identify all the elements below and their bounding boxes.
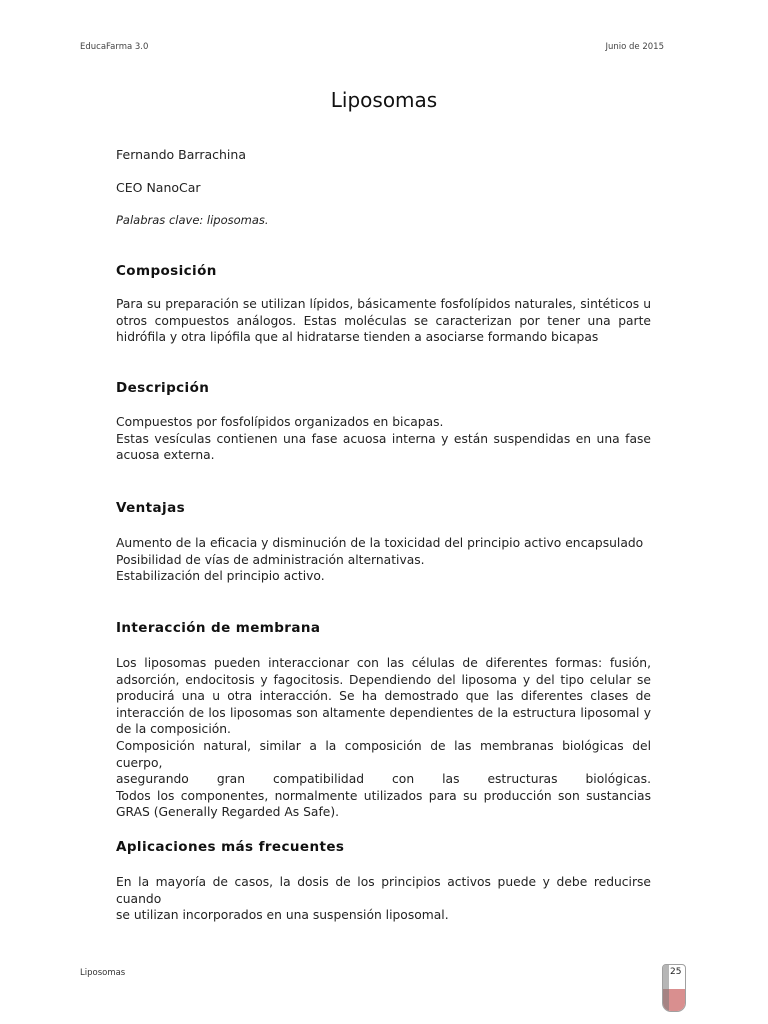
paragraph-line: Aumento de la eficacia y disminución de la toxicidad del principio activo encapsulado — [116, 536, 644, 550]
paragraph-line: En la mayoría de casos, la dosis de los principios activos puede y debe reducirse cuando — [116, 875, 651, 906]
header-date: Junio de 2015 — [605, 42, 664, 52]
paragraph-line: GRAS (Generally Regarded As Safe). — [116, 805, 340, 820]
section-heading-composicion: Composición — [116, 263, 217, 279]
author-role: CEO NanoCar — [116, 180, 201, 195]
footer-title: Liposomas — [80, 968, 126, 978]
paragraph-line: Composición natural, similar a la composición de las membranas biológicas del cuerpo, — [116, 738, 651, 770]
section-heading-ventajas: Ventajas — [116, 500, 186, 516]
section-body-interaccion — [116, 655, 651, 821]
section-heading-interaccion: Interacción de membrana — [116, 620, 321, 636]
page-number: 25 — [670, 967, 682, 977]
paragraph-line: producirá una u otra interacción. Se ha demostrado que las diferentes clases de — [116, 689, 651, 704]
page-title: Liposomas — [330, 88, 438, 112]
section-body-ventajas — [116, 535, 651, 585]
section-body-descripcion — [116, 414, 651, 464]
paragraph-line: Los liposomas pueden interaccionar con las células de diferentes formas: fusión, — [116, 656, 651, 670]
paragraph-line: Compuestos por fosfolípidos organizados en bicapas. — [116, 415, 444, 429]
paragraph-line: otros compuestos análogos. Estas moléculas se caracterizan por tener una parte — [116, 313, 651, 328]
section-body-composicion — [116, 296, 651, 346]
paragraph-line: asegurando gran compatibilidad con las estructuras biológicas. — [116, 772, 651, 787]
paragraph-line: hidrófila y otra lipófila que al hidratarse tienden a asociarse formando bicapas — [116, 330, 599, 345]
section-heading-aplicaciones: Aplicaciones más frecuentes — [116, 839, 345, 855]
paragraph-line: interacción de los liposomas son altamente dependientes de la estructura liposomal y — [116, 705, 651, 720]
paragraph-line: Estas vesículas contienen una fase acuosa interna y están suspendidas en una fase — [116, 431, 651, 446]
paragraph-line: Posibilidad de vías de administración alternativas. — [116, 552, 425, 567]
section-heading-descripcion: Descripción — [116, 380, 210, 396]
keywords: Palabras clave: liposomas. — [116, 213, 269, 227]
author-name: Fernando Barrachina — [116, 147, 246, 162]
paragraph-line: de la composición. — [116, 722, 231, 737]
section-body-aplicaciones — [116, 874, 651, 924]
paragraph-line: Estabilización del principio activo. — [116, 569, 325, 584]
page-tab-shade — [663, 965, 669, 1011]
paragraph-line: se utilizan incorporados en una suspensión liposomal. — [116, 908, 449, 923]
page-number-tab — [662, 964, 686, 1012]
paragraph-line: Todos los componentes, normalmente utilizados para su producción son sustancias — [116, 788, 651, 803]
header-publication: EducaFarma 3.0 — [80, 42, 149, 52]
paragraph-line: adsorción, endocitosis y fagocitosis. Dependiendo del liposoma y del tipo celular se — [116, 672, 651, 687]
paragraph-line: acuosa externa. — [116, 448, 215, 463]
paragraph-line: Para su preparación se utilizan lípidos, básicamente fosfolípidos naturales, sintéticos u — [116, 297, 651, 311]
